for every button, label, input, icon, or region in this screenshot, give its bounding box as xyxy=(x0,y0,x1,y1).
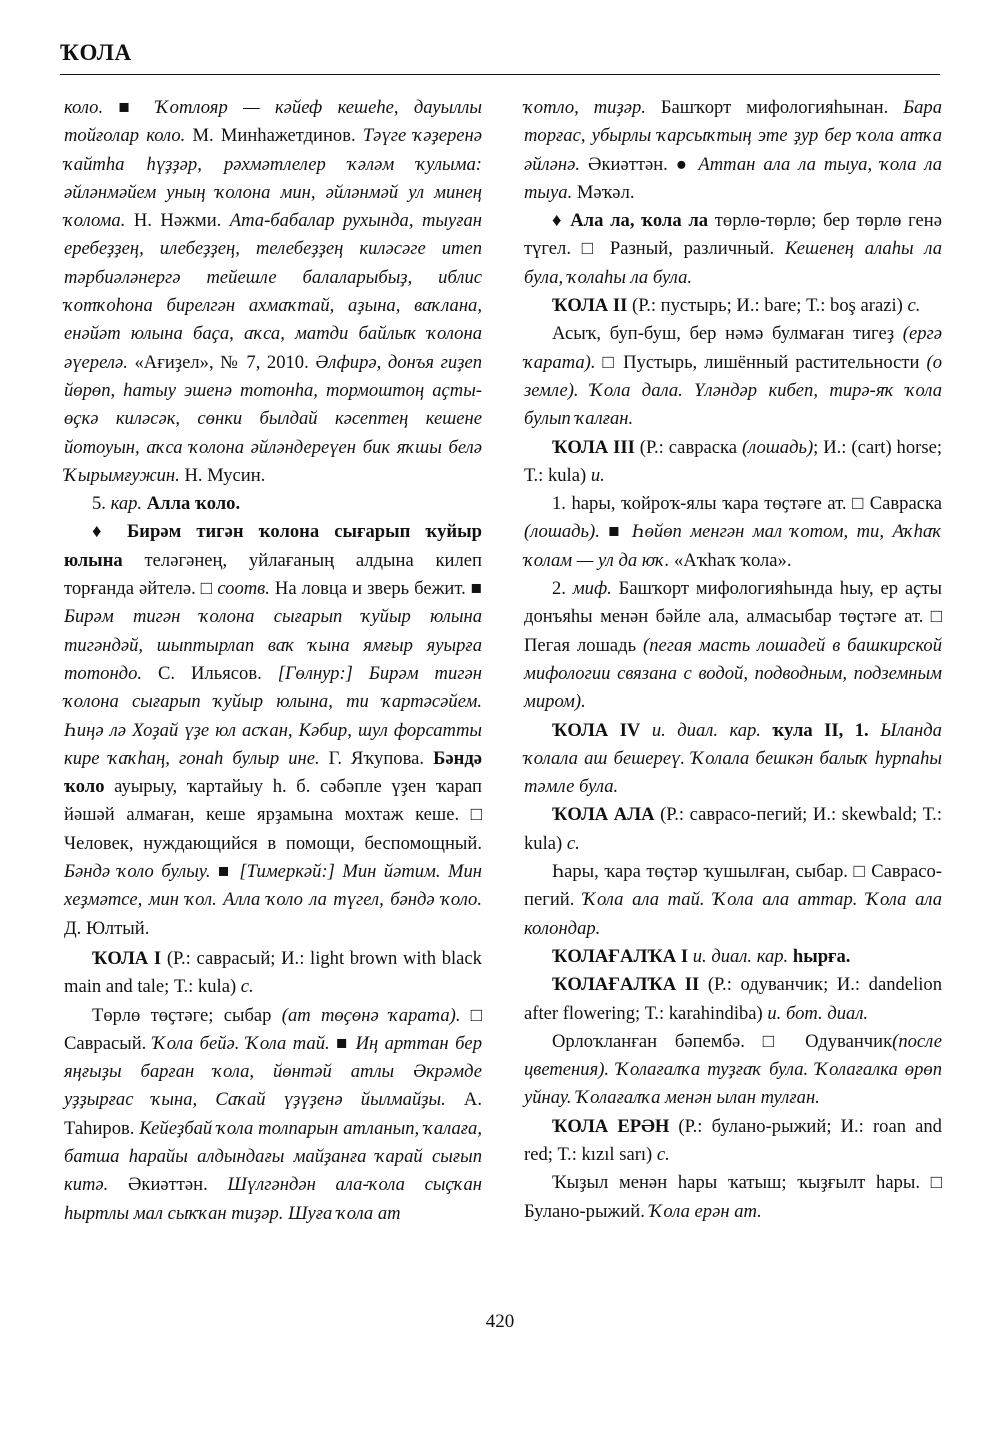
page-number: 420 xyxy=(485,1311,515,1332)
headword-kola-eran: ҠОЛА ЕРӘН (Р.: булано-рыжий; И.: roan and red; Т.: kızıl sarı) с. xyxy=(524,1115,942,1165)
sense-kola-3-2: 2. миф. Башҡорт мифологияһында һыу, ер аҫты донъяһы менән бәйле ала, алмасыбар төҫтәге ат. □ Пегая лошадь (пегая масть лошадей в башкирской мифологии связана с водой, подводным, подземным миром). xyxy=(524,578,943,713)
headword-kola-ala: ҠОЛА АЛА (Р.: саврасо-пегий; И.: skewbald; Т.: kula) с. xyxy=(524,804,942,854)
sense-kola-3-1: 1. һары, ҡойроҡ-ялы ҡара төҫтәге ат. □ Савраска (лошадь). ■ Һөйөп менгән мал ҡотом, ти, Аҡһаҡ ҡолам — ул да юҡ. «Аҡһаҡ ҡола». xyxy=(524,493,943,571)
definition-kola-eran: Ҡыҙыл менән һары ҡатыш; ҡыҙғылт һары. □ Булано-рыжий. Ҡола ерән ат. xyxy=(524,1172,942,1222)
idiom-ala-la-kola-la: ♦ Ала ла, ҡола ла төрлө-төрлө; бер төрлө генә түгел. □ Разный, различный. Кешенең алаһы ла була, ҡолаһы ла була. xyxy=(524,210,942,288)
page-header xyxy=(60,38,940,75)
definition-kola-1: Төрлө төҫтәге; сыбар (ат төҫөнә ҡарата). □ Саврасый. Ҡола бейә. Ҡола тай. ■ Иң арттан бер яңғыҙы барған ҡола, йөнтәй атлы Әкрәмде уҙҙырғас ҡына, Саҡай үҙүҙенә йылмайҙы. А. Таһиров. Кейеҙбай ҡола толпарын атланып, ҡалаға, батша һарайы алдындағы майҙанға ҡарай сығып китә. Әкиәттән. Шүлгәндән ала-ҡола сыҫҡан һыртлы мал сыҡҡан тиҙәр. Шуға ҡола ат xyxy=(64,1004,483,1224)
headword-kolagalka-2: ҠОЛАҒАЛҠА II (Р.: одуванчик; И.: dandelion after flowering; Т.: karahindiba) и. бот. диал. xyxy=(524,974,942,1024)
right-column xyxy=(524,94,942,1226)
definition-kolagalka-2: Орлоҡланған бәпембә. □ Одуванчик(после цветения). Ҡолағалҡа туҙғаҡ була. Ҡолағалка өрөп уйнау. Ҡолағалҡа менән ылан тулған. xyxy=(524,1030,942,1109)
entry-continuation-kolo: коло. ■ Ҡотлояр — кәйеф кешеһе, дауыллы тойғолар коло. М. Минһажетдинов. Тәүге ҡәҙеренә ҡайтһа һүҙҙәр, рәхмәтлелер ҡәләм ҡулыма: әйләнмәйем уның ҡолона мин, әйләнмәй ул минең ҡолома. Н. Нәжми. Ата-бабалар рухында, тыуған еребеҙҙең, илебеҙҙең, телебеҙҙең киләсәге итеп тәрбиәләнергә тейешле балаларыбыҙ, иблис ҡотҡоһона бирелгән ахмаҡтай, аҙына, ваҡлана, енәйәт юлына баҫа, аҡса, матди байлыҡ ҡолона әүерелә. «Ағиҙел», № 7, 2010. Әлфирә, донъя гиҙеп йөрөп, һатыу эшенә тотонһа, тормоштоң аҫты-өҫкә киләсәк, сөнки былдай кәсептең кешене йотоуын, аҡса ҡолона әйләндереүен бик яҡшы белә Ҡырымғужин. Н. Мусин. xyxy=(64,97,483,486)
entry-continuation-kola-1: ҡотло, тиҙәр. Башҡорт мифологияһынан. Бара торғас, убырлы ҡарсыҡтың эте ҙур бер ҡола атҡа әйләнә. Әкиәттән. ● Аттан ала ла тыуа, ҡола ла тыуа. Мәҡәл. xyxy=(524,97,942,203)
definition-kola-2: Асыҡ, буп-буш, бер нәмә булмаған тигеҙ (ергә ҡарата). □ Пустырь, лишённый растительности (о земле). Ҡола дала. Үләндәр кибеп, тирә-яҡ ҡола булып ҡалған. xyxy=(524,323,942,430)
running-head: ҠОЛА xyxy=(60,40,132,65)
left-column xyxy=(64,94,482,1228)
sense-5: 5. кар. Алла ҡоло. xyxy=(92,493,241,515)
idiom-biram-tigan: ♦ Бирәм тигән ҡолона сығарып ҡуйыр юлына теләгәнең, уйлағаның алдына килеп торғанда әйтелә. □ соотв. На ловца и зверь бежит. ■ Бирәм тигән ҡолона сығарып ҡуйыр юлына тигәндәй, шыптырлап ваҡ ҡына ямғыр яуырға тотондо. С. Ильясов. [Гөлнур:] Бирәм тигән ҡолона сығарып ҡуйыр юлына, ти ҡартәсәйем. Һиңә лә Хоҙай үҙе юл асҡан, Кәбир, шул форсатты кире ҡаҡһаң, гонаһ булыр ине. Г. Яҡупова. Бәндә ҡоло ауырыу, ҡартайыу һ. б. сәбәпле үҙен ҡарап йәшәй алмаған, кеше ярҙамына мохтаж кеше. □ Человек, нуждающийся в помощи, беспомощный. Бәндә ҡоло булыу. ■ [Тимеркәй:] Мин йәтим. Мин хеҙмәтсе, мин ҡол. Алла ҡоло ла түгел, бәндә ҡоло. Д. Юлтый. xyxy=(64,521,482,939)
headword-kolagalka-1: ҠОЛАҒАЛҠА I и. диал. кар. һырға. xyxy=(552,945,851,967)
headword-kola-2: ҠОЛА II (Р.: пустырь; И.: bare; Т.: boş arazi) с. xyxy=(552,295,921,317)
headword-kola-3: ҠОЛА III (Р.: савраска (лошадь); И.: (cart) horse; Т.: kula) и. xyxy=(524,436,942,486)
definition-kola-ala: Һары, ҡара төҫтәр ҡушылған, сыбар. □ Саврасо-пегий. Ҡола ала тай. Ҡола ала аттар. Ҡола ала колондар. xyxy=(524,861,942,939)
headword-kola-4: ҠОЛА IV и. диал. кар. ҡула II, 1. Ыланда ҡолала аш бешереү. Ҡолала бешкән балыҡ һурпаһы тәмле була. xyxy=(524,719,942,798)
headword-kola-1: ҠОЛА I (Р.: саврасый; И.: light brown with black main and tale; Т.: kula) с. xyxy=(64,947,482,998)
